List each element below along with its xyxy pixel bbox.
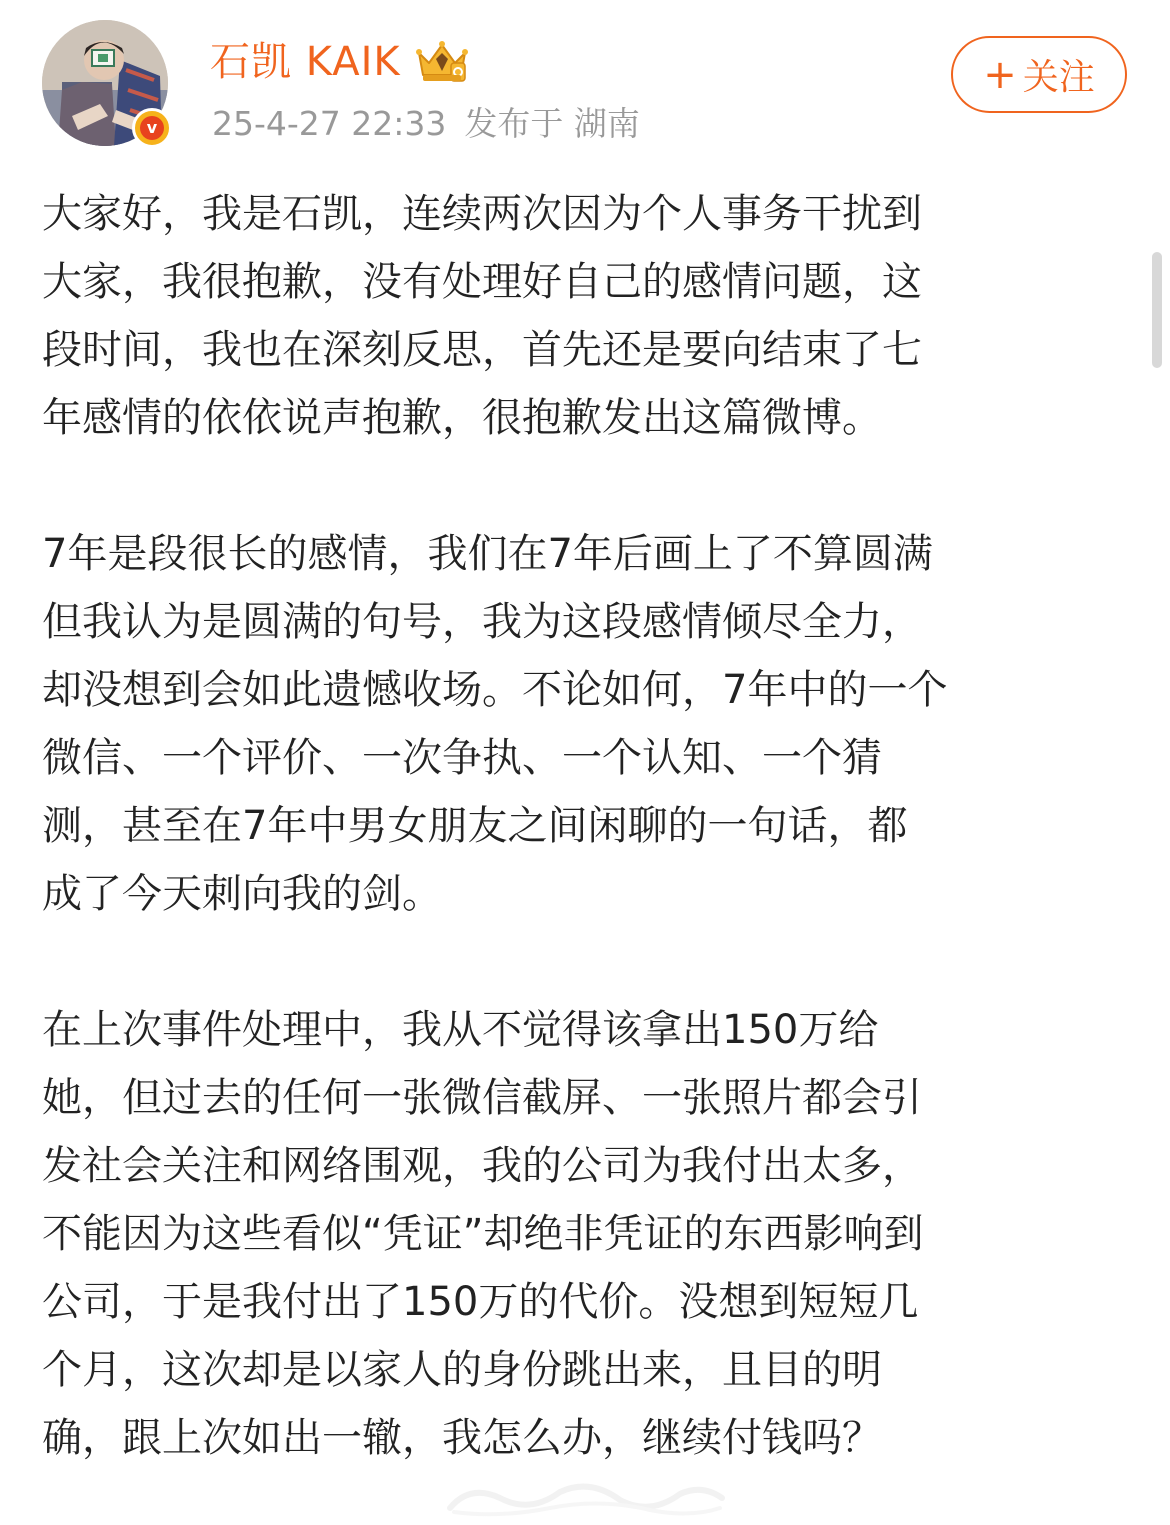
text-line: 却没想到会如此遗憾收场。不论如何，7年中的一个 [42,667,948,713]
text-line: 微信、一个评价、一次争执、一个认知、一个猜 [42,735,882,781]
post-paragraph [42,180,1132,452]
watermark-icon [440,1478,730,1522]
post-timestamp: 25-4-27 22:33 [212,104,447,143]
text-line: 段时间，我也在深刻反思，首先还是要向结束了七 [42,327,922,373]
follow-button[interactable] [951,36,1127,113]
text-line: 不能因为这些看似“凭证”却绝非凭证的东西影响到 [42,1211,924,1257]
text-line: 大家，我很抱歉，没有处理好自己的感情问题，这 [42,259,922,305]
text-line: 在上次事件处理中，我从不觉得该拿出150万给 [42,1007,879,1053]
text-line: 测，甚至在7年中男女朋友之间闲聊的一句话，都 [42,803,908,849]
username-row [210,36,469,88]
plus-icon: + [983,51,1017,98]
text-line: 成了今天刺向我的剑。 [42,871,442,917]
post-paragraph [42,520,1132,928]
text-line: 年感情的依依说声抱歉，很抱歉发出这篇微博。 [42,395,882,441]
post-paragraph [42,996,1132,1472]
text-line: 确，跟上次如出一辙，我怎么办，继续付钱吗？ [42,1415,882,1461]
post-location: 发布于 湖南 [464,104,640,143]
text-line: 但我认为是圆满的句号，我为这段感情倾尽全力， [42,599,922,645]
text-line: 公司，于是我付出了150万的代价。没想到短短几 [42,1279,919,1325]
post-meta [212,102,658,146]
post-content [42,180,1132,1472]
text-line: 个月，这次却是以家人的身份跳出来，且目的明 [42,1347,882,1393]
verified-icon [132,108,172,148]
username[interactable]: 石凯 KAIK [210,39,401,85]
text-line: 她，但过去的任何一张微信截屏、一张照片都会引 [42,1075,922,1121]
follow-label: 关注 [1022,57,1095,98]
verified-mark: v [140,116,164,140]
crown-icon[interactable] [415,39,469,85]
text-line: 发社会关注和网络围观，我的公司为我付出太多， [42,1143,922,1189]
avatar-container[interactable] [42,20,168,146]
scrollbar[interactable] [1152,252,1162,368]
text-line: 7年是段很长的感情，我们在7年后画上了不算圆满 [42,531,933,577]
text-line: 大家好，我是石凯，连续两次因为个人事务干扰到 [42,191,922,237]
